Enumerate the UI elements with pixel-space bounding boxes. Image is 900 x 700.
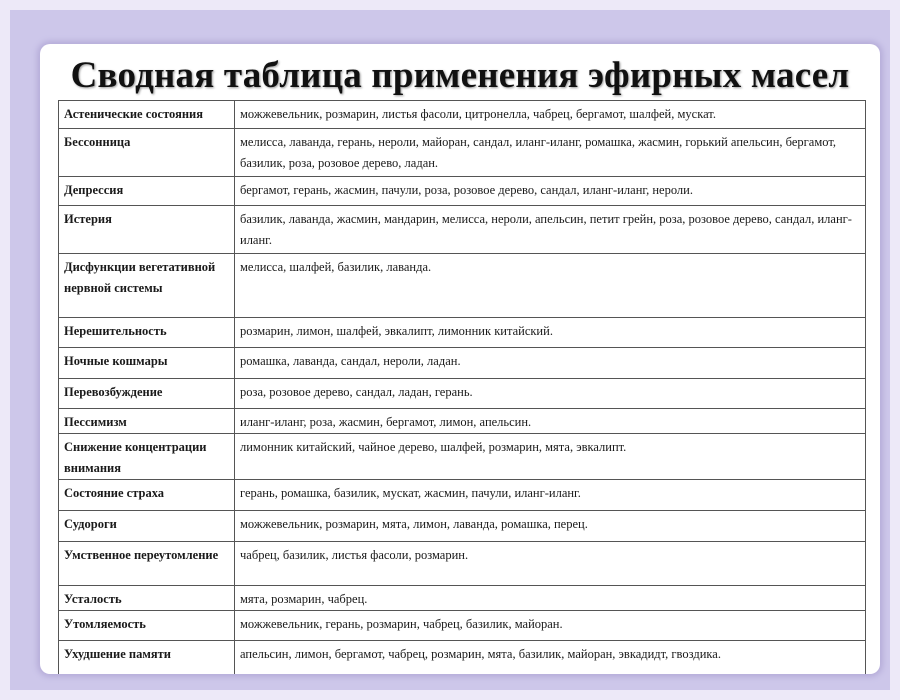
table-row (59, 586, 866, 611)
content-card (40, 44, 880, 674)
oils-cell: герань, ромашка, базилик, мускат, жасмин, пачули, иланг-иланг. (235, 480, 866, 511)
condition-cell: Астенические состояния (59, 101, 235, 129)
table-row (59, 129, 866, 177)
oils-cell: можжевельник, розмарин, мята, лимон, лаванда, ромашка, перец. (235, 511, 866, 542)
oils-cell: роза, розовое дерево, сандал, ладан, герань. (235, 379, 866, 409)
oils-cell: ромашка, лаванда, сандал, нероли, ладан. (235, 348, 866, 379)
table-row (59, 480, 866, 511)
condition-cell: Нерешительность (59, 318, 235, 348)
table-row (59, 318, 866, 348)
condition-cell: Истерия (59, 206, 235, 254)
table-row (59, 409, 866, 434)
table-row (59, 254, 866, 318)
table-row (59, 348, 866, 379)
oils-cell: базилик, лаванда, жасмин, мандарин, мелисса, нероли, апельсин, петит грейн, роза, розовое дерево, сандал, иланг-иланг. (235, 206, 866, 254)
condition-cell: Ухудшение памяти (59, 641, 235, 675)
oils-cell: чабрец, базилик, листья фасоли, розмарин. (235, 542, 866, 586)
table-row (59, 206, 866, 254)
table-row (59, 641, 866, 675)
oils-cell: иланг-иланг, роза, жасмин, бергамот, лимон, апельсин. (235, 409, 866, 434)
condition-cell: Состояние страха (59, 480, 235, 511)
page-title: Сводная таблица применения эфирных масел (70, 55, 850, 96)
oils-cell: можжевельник, герань, розмарин, чабрец, базилик, майоран. (235, 611, 866, 641)
condition-cell: Депрессия (59, 177, 235, 206)
oils-cell: розмарин, лимон, шалфей, эвкалипт, лимонник китайский. (235, 318, 866, 348)
oils-cell: мята, розмарин, чабрец. (235, 586, 866, 611)
table-row (59, 101, 866, 129)
condition-cell: Умственное переутомление (59, 542, 235, 586)
oils-table (58, 100, 866, 674)
condition-cell: Ночные кошмары (59, 348, 235, 379)
condition-cell: Пессимизм (59, 409, 235, 434)
table-row (59, 434, 866, 480)
oils-cell: мелисса, шалфей, базилик, лаванда. (235, 254, 866, 318)
table-row (59, 611, 866, 641)
table-row (59, 542, 866, 586)
oils-cell: бергамот, герань, жасмин, пачули, роза, розовое дерево, сандал, иланг-иланг, нероли. (235, 177, 866, 206)
table-row (59, 511, 866, 542)
oils-cell: мелисса, лаванда, герань, нероли, майоран, сандал, иланг-иланг, ромашка, жасмин, горький апельсин, бергамот, базилик, роза, розовое дерево, ладан. (235, 129, 866, 177)
table-row (59, 177, 866, 206)
condition-cell: Снижение концентрации внимания (59, 434, 235, 480)
oils-cell: можжевельник, розмарин, листья фасоли, цитронелла, чабрец, бергамот, шалфей, мускат. (235, 101, 866, 129)
condition-cell: Перевозбуждение (59, 379, 235, 409)
condition-cell: Судороги (59, 511, 235, 542)
condition-cell: Дисфункции вегетативной нервной системы (59, 254, 235, 318)
oils-cell: апельсин, лимон, бергамот, чабрец, розмарин, мята, базилик, майоран, эвкадидт, гвоздика. (235, 641, 866, 675)
table-row (59, 379, 866, 409)
condition-cell: Бессонница (59, 129, 235, 177)
oils-cell: лимонник китайский, чайное дерево, шалфей, розмарин, мята, эвкалипт. (235, 434, 866, 480)
condition-cell: Утомляемость (59, 611, 235, 641)
condition-cell: Усталость (59, 586, 235, 611)
